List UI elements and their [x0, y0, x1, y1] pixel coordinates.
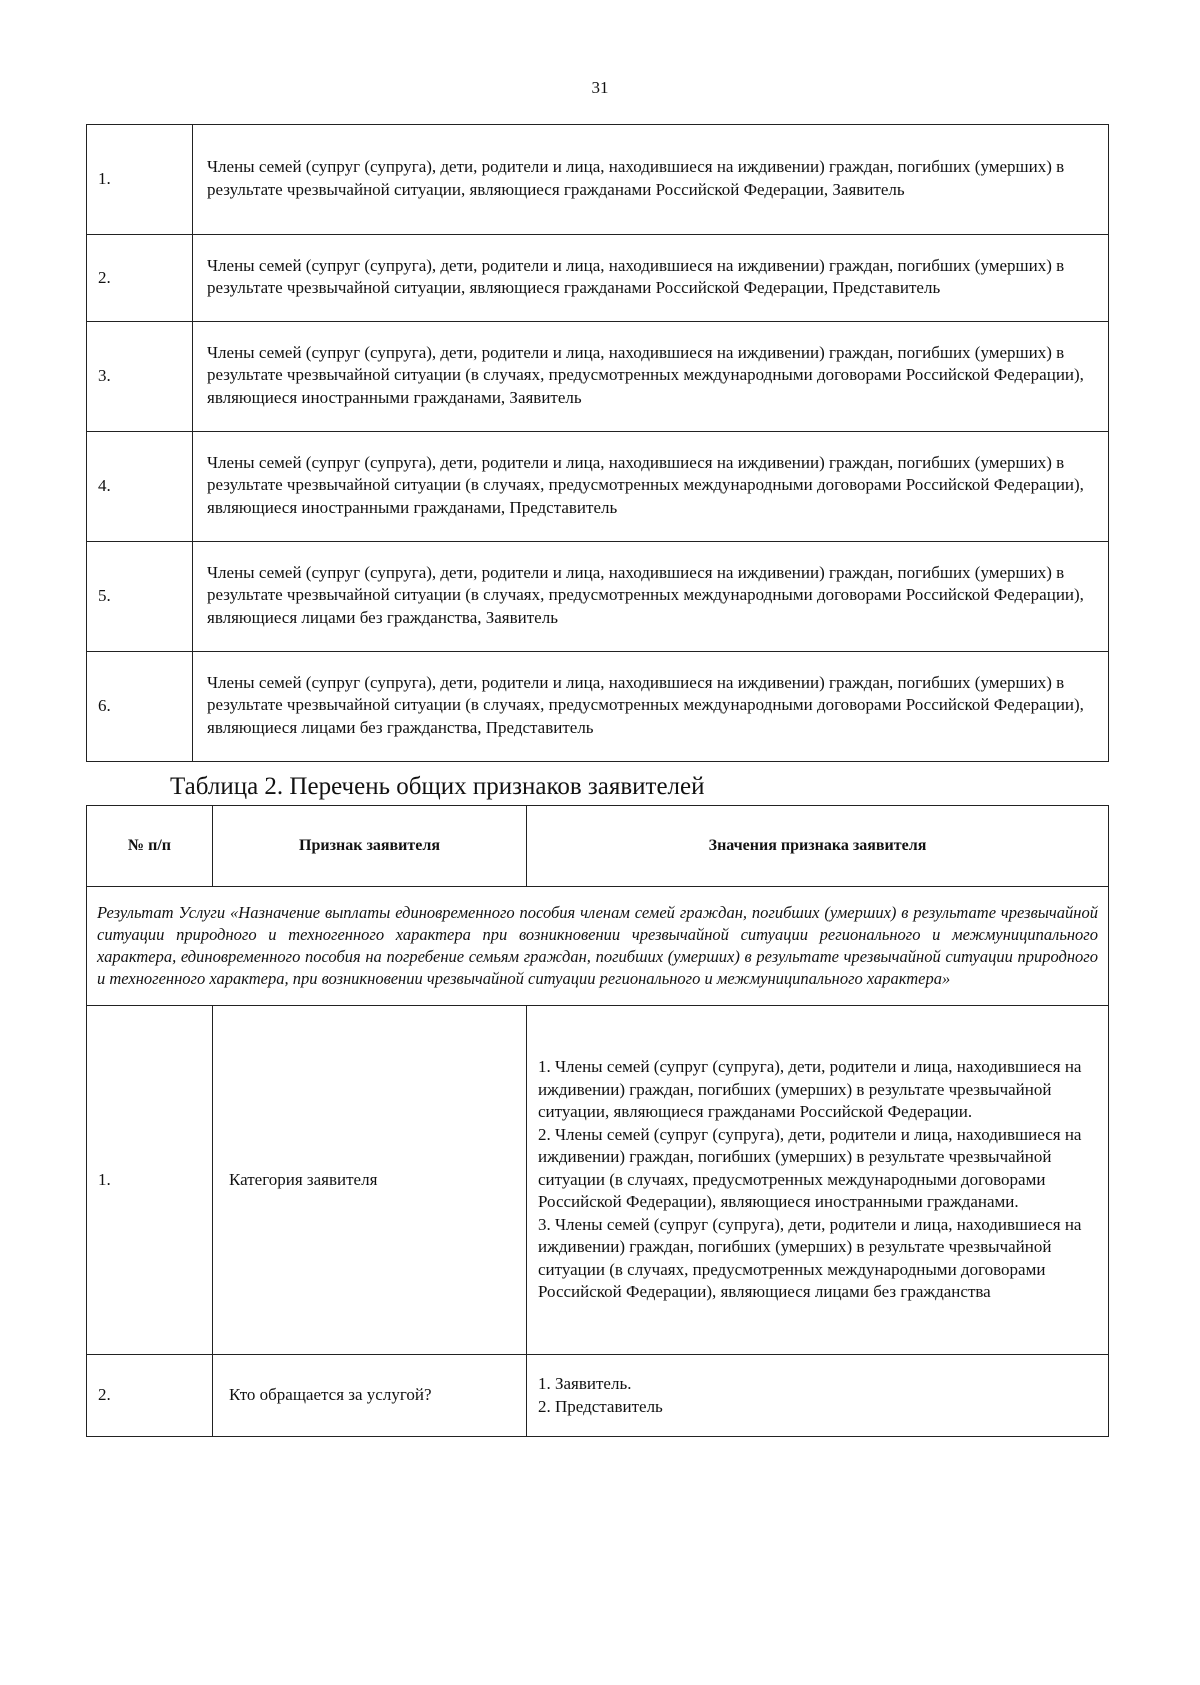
service-result-text: Результат Услуги «Назначение выплаты единовременного пособия членам семей граждан, погибших (умерших) в результате чрезвычайной ситуации природного и техногенного характера при возникновении чрезвычайной ситуации регионального и межмуниципального характера, единовременного пособия на погребение семьям граждан, погибших (умерших) в результате чрезвычайной ситуации природного и техногенного характера, при возникновении чрезвычайной ситуации регионального и межмуниципального характера»: [87, 887, 1109, 1006]
table-row: [87, 1006, 1109, 1355]
header-values: Значения признака заявителя: [527, 806, 1109, 887]
table-row: [87, 1355, 1109, 1437]
table-row: [87, 235, 1109, 322]
result-row: [87, 887, 1109, 1006]
table-row: [87, 125, 1109, 235]
header-attribute: Признак заявителя: [213, 806, 527, 887]
attribute-name: Кто обращается за услугой?: [213, 1355, 527, 1437]
row-text: Члены семей (супруг (супруга), дети, родители и лица, находившиеся на иждивении) граждан, погибших (умерших) в результате чрезвычайной ситуации, являющиеся гражданами Российской Федерации, Заявитель: [193, 125, 1109, 235]
attribute-name: Категория заявителя: [213, 1006, 527, 1355]
applicant-variants-table: [86, 124, 1109, 762]
row-number: 4.: [87, 432, 193, 542]
row-number: 5.: [87, 542, 193, 652]
table-row: [87, 652, 1109, 762]
attribute-values: 1. Заявитель. 2. Представитель: [527, 1355, 1109, 1437]
attribute-values: 1. Члены семей (супруг (супруга), дети, родители и лица, находившиеся на иждивении) граждан, погибших (умерших) в результате чрезвычайной ситуации, являющиеся гражданами Российской Федерации. 2. Члены семей (супруг (супруга), дети, родители и лица, находившиеся на иждивении) граждан, погибших (умерших) в результате чрезвычайной ситуации (в случаях, предусмотренных международными договорами Российской Федерации), являющиеся иностранными гражданами. 3. Члены семей (супруг (супруга), дети, родители и лица, находившиеся на иждивении) граждан, погибших (умерших) в результате чрезвычайной ситуации (в случаях, предусмотренных международными договорами Российской Федерации), являющиеся лицами без гражданства: [527, 1006, 1109, 1355]
row-number: 1.: [87, 1006, 213, 1355]
row-text: Члены семей (супруг (супруга), дети, родители и лица, находившиеся на иждивении) граждан, погибших (умерших) в результате чрезвычайной ситуации (в случаях, предусмотренных международными договорами Российской Федерации), являющиеся лицами без гражданства, Заявитель: [193, 542, 1109, 652]
table-row: [87, 322, 1109, 432]
table-row: [87, 432, 1109, 542]
row-number: 1.: [87, 125, 193, 235]
table-row: [87, 542, 1109, 652]
header-num: № п/п: [87, 806, 213, 887]
row-text: Члены семей (супруг (супруга), дети, родители и лица, находившиеся на иждивении) граждан, погибших (умерших) в результате чрезвычайной ситуации (в случаях, предусмотренных международными договорами Российской Федерации), являющиеся иностранными гражданами, Представитель: [193, 432, 1109, 542]
common-attributes-table: [86, 805, 1109, 1437]
row-number: 2.: [87, 235, 193, 322]
row-number: 6.: [87, 652, 193, 762]
table2-title: Таблица 2. Перечень общих признаков заявителей: [170, 773, 705, 800]
row-text: Члены семей (супруг (супруга), дети, родители и лица, находившиеся на иждивении) граждан, погибших (умерших) в результате чрезвычайной ситуации (в случаях, предусмотренных международными договорами Российской Федерации), являющиеся иностранными гражданами, Заявитель: [193, 322, 1109, 432]
page-number: 31: [591, 78, 609, 97]
row-text: Члены семей (супруг (супруга), дети, родители и лица, находившиеся на иждивении) граждан, погибших (умерших) в результате чрезвычайной ситуации, являющиеся гражданами Российской Федерации, Представитель: [193, 235, 1109, 322]
row-number: 2.: [87, 1355, 213, 1437]
row-text: Члены семей (супруг (супруга), дети, родители и лица, находившиеся на иждивении) граждан, погибших (умерших) в результате чрезвычайной ситуации (в случаях, предусмотренных международными договорами Российской Федерации), являющиеся лицами без гражданства, Представитель: [193, 652, 1109, 762]
row-number: 3.: [87, 322, 193, 432]
table-header-row: [87, 806, 1109, 887]
